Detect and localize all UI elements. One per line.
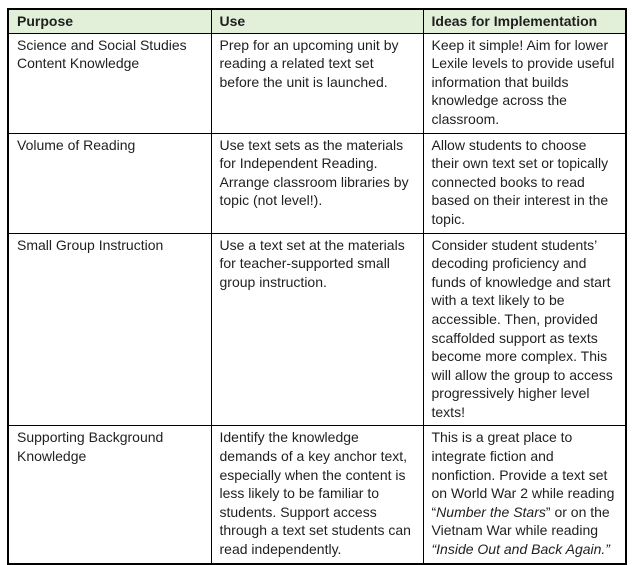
table-row xyxy=(8,233,626,426)
cell-use: Use text sets as the materials for Independent Reading. Arrange classroom libraries by topic (not level!). xyxy=(211,133,423,233)
header-purpose: Purpose xyxy=(8,9,211,33)
table-header-row xyxy=(8,9,626,33)
cell-purpose: Science and Social Studies Content Knowledge xyxy=(8,33,211,133)
cell-ideas: Consider student students’ decoding proficiency and funds of knowledge and start with a text likely to be accessible. Then, provided scaffolded support as texts become more complex. This will allow the group to access progressively higher level texts! xyxy=(423,233,626,426)
cell-purpose: Volume of Reading xyxy=(8,133,211,233)
text-sets-usage-table xyxy=(7,8,627,565)
header-use: Use xyxy=(211,9,423,33)
cell-use: Use a text set at the materials for teacher-supported small group instruction. xyxy=(211,233,423,426)
cell-ideas: Keep it simple! Aim for lower Lexile levels to provide useful information that builds knowledge across the classroom. xyxy=(423,33,626,133)
table-row xyxy=(8,133,626,233)
cell-use: Prep for an upcoming unit by reading a related text set before the unit is launched. xyxy=(211,33,423,133)
cell-purpose: Supporting Background Knowledge xyxy=(8,426,211,564)
cell-purpose: Small Group Instruction xyxy=(8,233,211,426)
cell-ideas: This is a great place to integrate fiction and nonfiction. Provide a text set on World War 2 while reading “Number the Stars” or on the Vietnam War while reading “Inside Out and Back Again.” xyxy=(423,426,626,564)
table-row xyxy=(8,426,626,564)
cell-use: Identify the knowledge demands of a key anchor text, especially when the content is less likely to be familiar to students. Support access through a text set students can read independently. xyxy=(211,426,423,564)
table-row xyxy=(8,33,626,133)
cell-ideas: Allow students to choose their own text set or topically connected books to read based on their interest in the topic. xyxy=(423,133,626,233)
header-ideas: Ideas for Implementation xyxy=(423,9,626,33)
